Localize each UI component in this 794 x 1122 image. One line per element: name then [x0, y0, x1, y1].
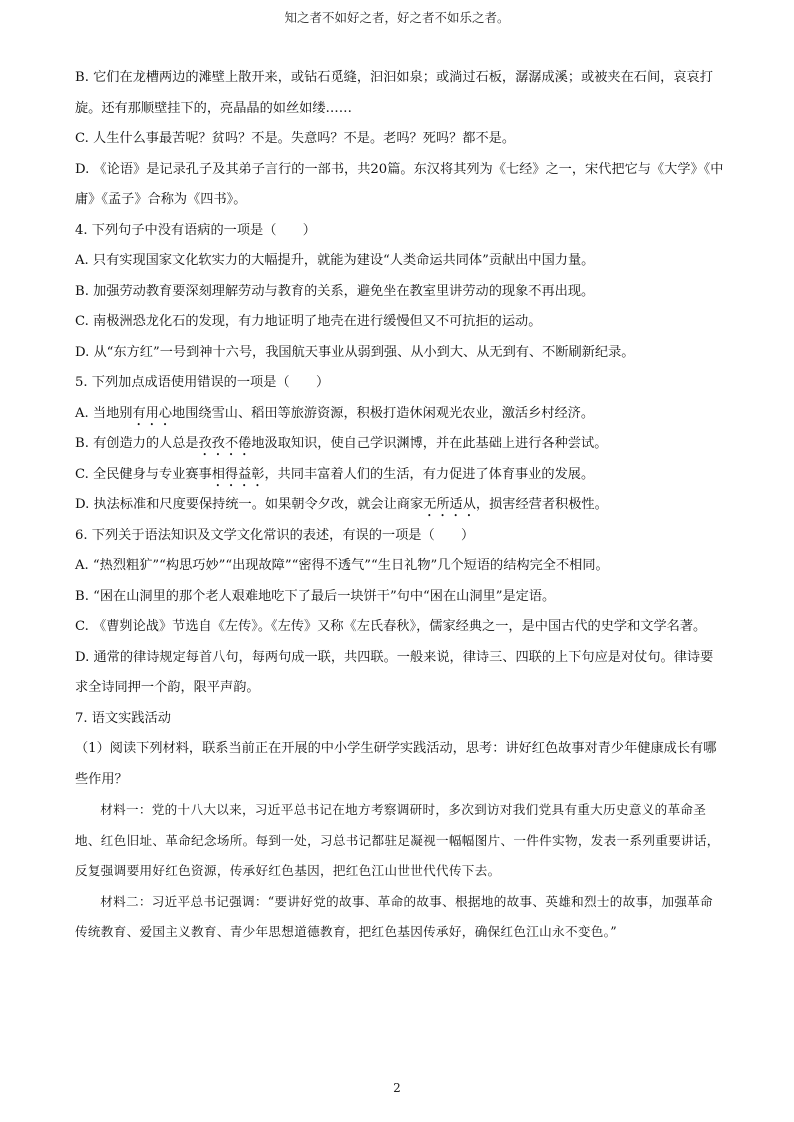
- q5-d-dotted-idiom: 无所适从: [423, 497, 476, 512]
- q7-material-2: 材料二：习近平总书记强调：“要讲好党的故事、革命的故事、根据地的故事、英雄和烈士的故事，加强革命传统教育、爱国主义教育、青少年思想道德教育，把红色基因传承好，确保红色江山永不变色。”: [75, 893, 713, 939]
- q5-a-text-pre: A. 当地别: [75, 405, 133, 421]
- q5-stem: 5. 下列加点成语使用错误的一项是（ ）: [75, 375, 330, 390]
- q4-option-c: C. 南极洲恐龙化石的发现，有力地证明了地壳在进行缓慢但又不可抗拒的运动。: [75, 314, 542, 329]
- q6-option-c: C. 《曹刿论战》节选自《左传》。《左传》又称《左氏春秋》，儒家经典之一，是中国古代的史学和文学名著。: [75, 619, 707, 634]
- q5-option-d: [75, 490, 725, 521]
- page-number: 2: [393, 1081, 401, 1095]
- q6-stem: 6. 下列关于语法知识及文学文化常识的表述，有误的一项是（ ）: [75, 527, 475, 543]
- q5-b-text-pre: B. 有创造力的人总是: [75, 436, 199, 451]
- q5-b-dotted-idiom: 孜孜不倦: [198, 436, 252, 451]
- q3-option-c: C. 人生什么事最苦呢？贫吗？不是。失意吗？不是。老吗？死吗？都不是。: [75, 131, 516, 146]
- q5-b-text-post: 地汲取知识，使自己学识渊博，并在此基础上进行各种尝试。: [251, 436, 608, 451]
- q5-a-text-post: 地围绕雪山、稻田等旅游资源，积极打造休闲观光农业，激活乡村经济。: [172, 405, 595, 421]
- q4-option-a: A. 只有实现国家文化软实力的大幅提升，就能为建设“人类命运共同体”贡献出中国力量。: [75, 253, 595, 268]
- q5-a-dotted-idiom: 有用心: [132, 405, 173, 421]
- q5-c-text-pre: C. 全民健身与专业赛事: [75, 466, 212, 482]
- q4-stem: 4. 下列句子中没有语病的一项是（ ）: [75, 222, 316, 238]
- q5-option-c: [75, 460, 725, 491]
- q6-option-a: A. “热烈粗犷”“构思巧妙”“出现故障”“密得不透气”“生日礼物”几个短语的结构完全不相同。: [75, 558, 609, 573]
- q5-option-a: [75, 399, 725, 430]
- q3-option-d: D. 《论语》是记录孔子及其弟子言行的一部书，共20篇。东汉将其列为《七经》之一，宋代把它与《大学》《中庸》《孟子》合称为《四书》。: [75, 161, 724, 207]
- page-content: [75, 63, 725, 948]
- q7-subquestion-1: （1）阅读下列材料，联系当前正在开展的中小学生研学实践活动，思考：讲好红色故事对青少年健康成长有哪些作用？: [75, 741, 717, 787]
- q5-c-text-post: ，共同丰富着人们的生活，有力促进了体育事业的发展。: [264, 466, 595, 482]
- q7-material-1: 材料一：党的十八大以来，习近平总书记在地方考察调研时，多次到访对我们党具有重大历史意义的革命圣地、红色旧址、革命纪念场所。每到一处，习总书记都驻足凝视一幅幅图片、一件件实物，发表一系列重要讲话，反复强调要用好红色资源，传承好红色基因，把红色江山世世代代传下去。: [75, 802, 720, 878]
- q7-title: 7. 语文实践活动: [75, 710, 171, 726]
- q6-option-d: D. 通常的律诗规定每首八句，每两句成一联，共四联。一般来说，律诗三、四联的上下句应是对仗句。律诗要求全诗同押一个韵，限平声韵。: [75, 649, 714, 695]
- q4-option-d: D. 从“东方红”一号到神十六号，我国航天事业从弱到强、从小到大、从无到有、不断刷新纪录。: [75, 344, 635, 360]
- q6-option-b: B. “困在山洞里的那个老人艰难地吃下了最后一块饼干”句中“困在山洞里”是定语。: [75, 588, 556, 604]
- q5-option-b: [75, 429, 725, 460]
- q3-option-b: B. 它们在龙槽两边的滩壁上散开来，或钻石觅缝，汩汩如泉；或淌过石板，潺潺成溪；或被夹在石间，哀哀打旋。还有那顺壁挂下的，亮晶晶的如丝如缕……: [75, 70, 713, 116]
- page-header-motto: 知之者不如好之者，好之者不如乐之者。: [284, 10, 510, 25]
- q5-d-text-post: ，损害经营者积极性。: [475, 497, 608, 512]
- q5-d-text-pre: D. 执法标准和尺度要保持统一。如果朝令夕改，就会让商家: [75, 497, 424, 512]
- q4-option-b: B. 加强劳动教育要深刻理解劳动与教育的关系，避免坐在教室里讲劳动的现象不再出现。: [75, 283, 595, 299]
- q5-c-dotted-idiom: 相得益彰: [211, 466, 265, 482]
